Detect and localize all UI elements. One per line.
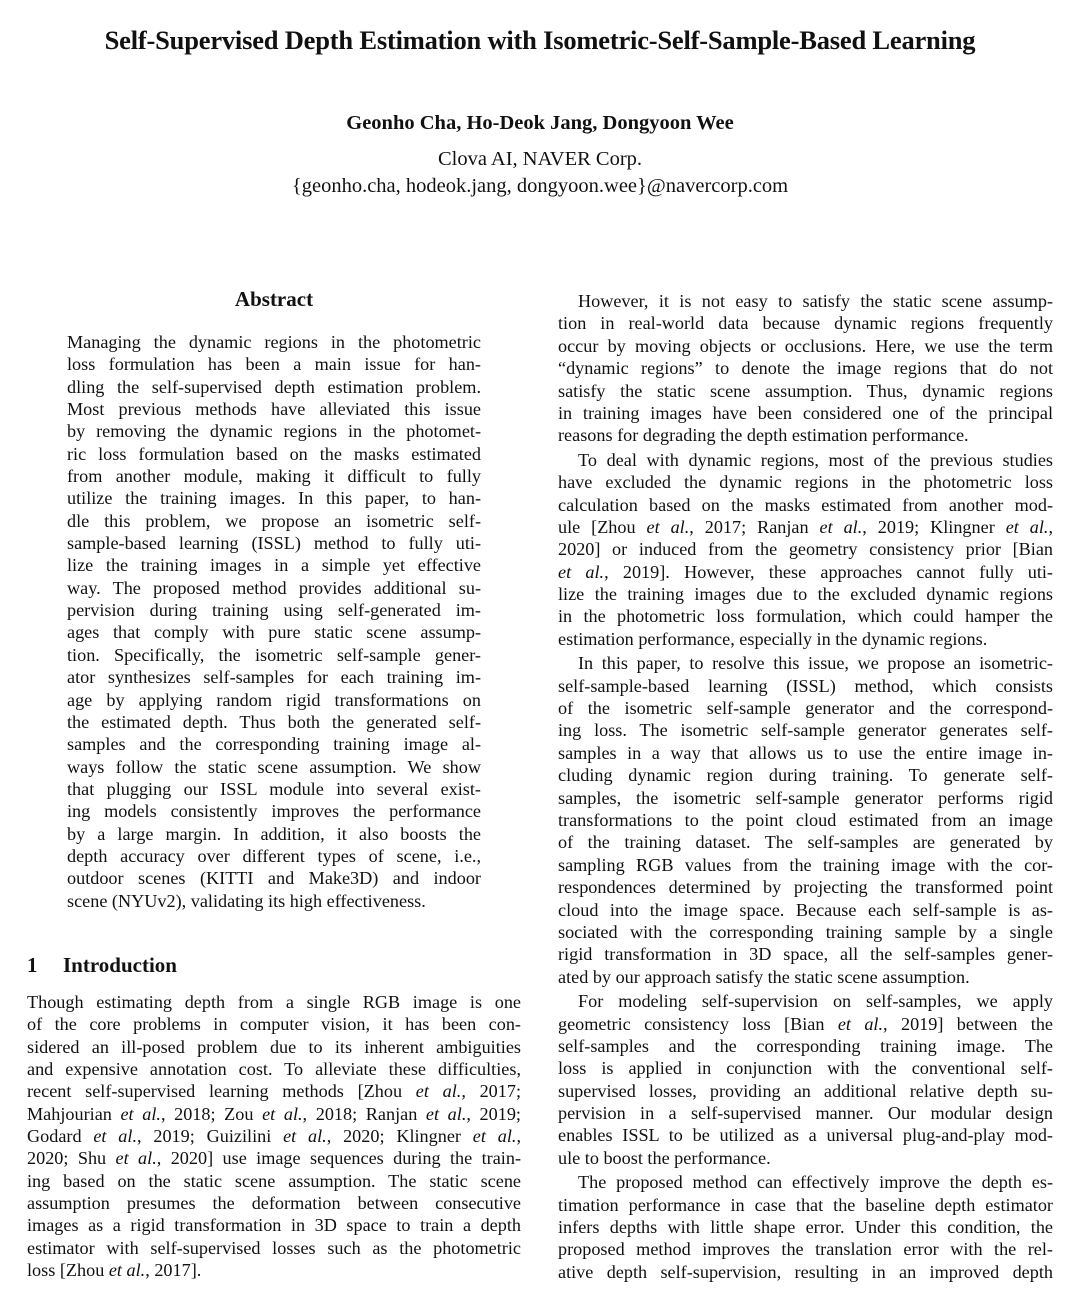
text-line: Most previous methods have alleviated this issue — [67, 399, 481, 420]
text-line: estimator with self-supervised losses such as the photometric — [27, 1237, 521, 1258]
text-line: geometric consistency loss [Bian et al., 2019] between the — [558, 1013, 1053, 1034]
text-line: In this paper, to resolve this issue, we propose an isometric- — [578, 653, 1053, 674]
text-line: outdoor scenes (KITTI and Make3D) and indoor — [67, 868, 481, 889]
text-line: sample-based learning (ISSL) method to fully uti- — [67, 533, 481, 554]
abstract-body — [67, 331, 481, 912]
text-line: samples in a way that allows us to use the entire image in- — [558, 742, 1053, 763]
text-line: cluding dynamic region during training. To generate self- — [558, 765, 1053, 786]
text-line: way. The proposed method provides additional su- — [67, 577, 481, 598]
text-line: samples, the isometric self-sample generator performs rigid — [558, 787, 1053, 808]
text-line: calculation based on the masks estimated from another mod- — [558, 494, 1053, 515]
text-line: Godard et al., 2019; Guizilini et al., 2020; Klingner et al., — [27, 1126, 521, 1147]
text-line: scene (NYUv2), validating its high effectiveness. — [67, 890, 426, 911]
text-line: assumption presumes the deformation between consecutive — [27, 1193, 521, 1214]
right-column-body — [558, 290, 1053, 1283]
text-line: of the training dataset. The self-samples are generated by — [558, 832, 1053, 853]
paragraph — [558, 990, 1053, 1169]
affiliation-block — [0, 146, 1080, 200]
text-line: Though estimating depth from a single RGB image is one — [27, 992, 521, 1012]
text-line: pervision during training using self-generated im- — [67, 600, 481, 621]
text-line: The proposed method can effectively improve the depth es- — [578, 1172, 1053, 1193]
text-line: utilize the training images. In this paper, to han- — [67, 488, 481, 509]
text-line: To deal with dynamic regions, most of the previous studies — [578, 449, 1053, 470]
text-line: tion. Specifically, the isometric self-sample gener- — [67, 644, 481, 665]
text-line: the estimated depth. Thus both the generated self- — [67, 711, 481, 732]
section-title: Introduction — [63, 953, 177, 977]
text-line: samples and the corresponding training image al- — [67, 734, 481, 755]
text-line: timation performance in case that the baseline depth estimator — [558, 1194, 1053, 1215]
text-line: enables ISSL to be utilized as a universal plug-and-play mod- — [558, 1125, 1053, 1146]
text-line: supervised losses, providing an additional relative depth su- — [558, 1080, 1053, 1101]
introduction-body — [27, 991, 521, 1281]
introduction-heading — [27, 953, 177, 978]
text-line: 2020] or induced from the geometry consistency prior [Bian — [558, 539, 1053, 560]
text-line: of the isometric self-sample generator and the correspond- — [558, 698, 1053, 719]
text-line: images as a rigid transformation in 3D space to train a depth — [27, 1215, 521, 1236]
text-line: lize the training images in a simple yet effective — [67, 555, 481, 576]
author-emails: {geonho.cha, hodeok.jang, dongyoon.wee}@navercorp.com — [291, 175, 789, 197]
text-line: ways follow the static scene assumption. We show — [67, 756, 481, 777]
text-line: dling the self-supervised depth estimation problem. — [67, 376, 481, 397]
text-line: recent self-supervised learning methods [Zhou et al., 2017; — [27, 1081, 521, 1102]
text-line: tion in real-world data because dynamic regions frequently — [558, 313, 1053, 334]
paragraph — [558, 1171, 1053, 1283]
text-line: ing loss. The isometric self-sample generator generates self- — [558, 720, 1053, 741]
text-line: dle this problem, we propose an isometric self- — [67, 510, 481, 531]
text-line: lize the training images due to the excluded dynamic regions — [558, 584, 1053, 605]
text-line: satisfy the static scene assumption. Thus, dynamic regions — [558, 380, 1053, 401]
text-line: sampling RGB values from the training image with the cor- — [558, 854, 1053, 875]
text-line: loss is applied in conjunction with the conventional self- — [558, 1058, 1053, 1079]
text-line: by removing the dynamic regions in the photomet- — [67, 421, 481, 442]
text-line: For modeling self-supervision on self-samples, we apply — [578, 991, 1053, 1012]
text-line: loss formulation has been a main issue for han- — [67, 354, 481, 375]
abstract-heading: Abstract — [234, 287, 314, 311]
text-line: infers depths with little shape error. Under this condition, the — [558, 1217, 1053, 1238]
text-line: ing based on the static scene assumption. The static scene — [27, 1170, 521, 1191]
text-line: estimation performance, especially in the dynamic regions. — [558, 628, 988, 649]
text-line: rigid transformation in 3D space, all the self-samples gener- — [558, 944, 1053, 965]
text-line: of the core problems in computer vision, it has been con- — [27, 1014, 521, 1035]
text-line: proposed method improves the translation error with the rel- — [558, 1239, 1053, 1260]
text-line: sidered an ill-posed problem due to its inherent ambiguities — [27, 1036, 521, 1057]
text-line: self-samples and the corresponding training image. The — [558, 1035, 1053, 1056]
text-line: loss [Zhou et al., 2017]. — [27, 1260, 202, 1281]
text-line: depth accuracy over different types of scene, i.e., — [67, 845, 481, 866]
text-line: However, it is not easy to satisfy the static scene assump- — [578, 291, 1053, 311]
text-line: and expensive annotation cost. To alleviate these difficulties, — [27, 1059, 521, 1080]
text-line: from another module, making it difficult to fully — [67, 466, 481, 487]
text-line: “dynamic regions” to denote the image regions that do not — [558, 358, 1053, 379]
paragraph — [558, 652, 1053, 988]
text-line: et al., 2019]. However, these approaches cannot fully uti- — [558, 561, 1053, 582]
text-line: sociated with the corresponding training sample by a single — [558, 921, 1053, 942]
text-line: reasons for degrading the depth estimation performance. — [558, 425, 969, 446]
text-line: pervision in a self-supervised manner. Our modular design — [558, 1103, 1053, 1124]
text-line: 2020; Shu et al., 2020] use image sequences during the train- — [27, 1148, 521, 1169]
text-line: Mahjourian et al., 2018; Zou et al., 2018; Ranjan et al., 2019; — [27, 1103, 521, 1124]
text-line: self-sample-based learning (ISSL) method, which consists — [558, 675, 1053, 696]
text-line: by a large margin. In addition, it also boosts the — [67, 823, 481, 844]
text-line: ule [Zhou et al., 2017; Ranjan et al., 2019; Klingner et al., — [558, 516, 1053, 537]
text-line: cloud into the image space. Because each self-sample is as- — [558, 899, 1053, 920]
text-line: ric loss formulation based on the masks estimated — [67, 443, 481, 464]
paragraph — [558, 290, 1053, 447]
text-line: in training images have been considered one of the principal — [558, 402, 1053, 423]
text-line: ator synthesizes self-samples for each training im- — [67, 667, 481, 688]
paper-title: Self-Supervised Depth Estimation with Isometric-Self-Sample-Based Learning — [104, 25, 976, 55]
text-line: respondences determined by projecting the transformed point — [558, 877, 1053, 898]
text-line: transformations to the point cloud estimated from an image — [558, 809, 1053, 830]
text-line: ing models consistently improves the performance — [67, 801, 481, 822]
section-number: 1 — [27, 953, 38, 977]
text-line: ative depth self-supervision, resulting in an improved depth — [558, 1261, 1053, 1282]
text-line: ated by our approach satisfy the static scene assumption. — [558, 966, 970, 987]
author-list: Geonho Cha, Ho-Deok Jang, Dongyoon Wee — [346, 112, 734, 134]
paragraph — [558, 449, 1053, 651]
text-line: ule to boost the performance. — [558, 1147, 771, 1168]
text-line: have excluded the dynamic regions in the photometric loss — [558, 472, 1053, 493]
text-line: occur by moving objects or occlusions. Here, we use the term — [558, 335, 1053, 356]
text-line: Managing the dynamic regions in the photometric — [67, 332, 481, 352]
affiliation: Clova AI, NAVER Corp. — [437, 148, 643, 170]
text-line: age by applying random rigid transformations on — [67, 689, 481, 710]
text-line: that plugging our ISSL module into several exist- — [67, 778, 481, 799]
text-line: in the photometric loss formulation, which could hamper the — [558, 606, 1053, 627]
text-line: ages that comply with pure static scene assump- — [67, 622, 481, 643]
